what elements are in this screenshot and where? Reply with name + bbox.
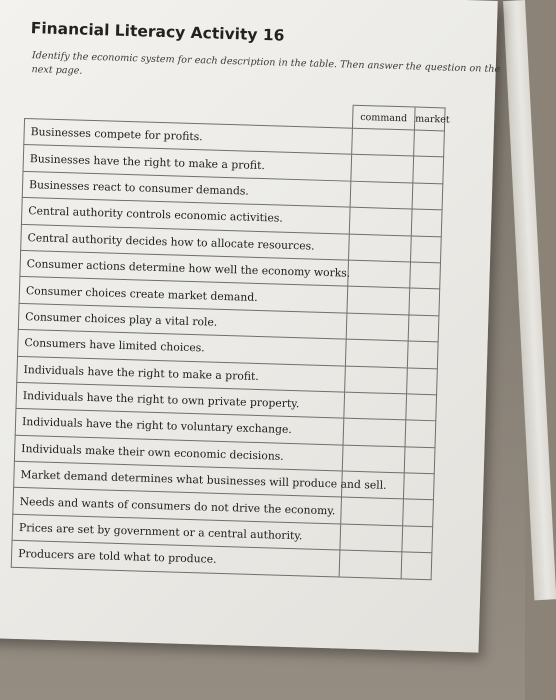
answer-cell-market[interactable] — [404, 447, 435, 474]
row-description: Individuals make their own economic decisions. — [14, 435, 343, 471]
answer-cell-market[interactable] — [410, 262, 441, 289]
row-description: Consumers have limited choices. — [18, 329, 347, 365]
row-description: Consumer choices create market demand. — [19, 277, 348, 313]
row-description: Individuals have the right to make a profit. — [17, 356, 346, 392]
row-description: Businesses react to consumer demands. — [22, 171, 351, 207]
answer-cell-market[interactable] — [413, 156, 444, 183]
row-description: Producers are told what to produce. — [11, 541, 340, 577]
answer-cell-command[interactable] — [341, 498, 404, 526]
answer-cell-command[interactable] — [349, 234, 412, 262]
answer-cell-market[interactable] — [408, 315, 439, 342]
answer-cell-command[interactable] — [352, 128, 415, 156]
answer-cell-command[interactable] — [345, 366, 408, 394]
answer-cell-market[interactable] — [411, 209, 442, 236]
row-description: Needs and wants of consumers do not drive the economy. — [13, 488, 342, 524]
answer-cell-command[interactable] — [347, 286, 410, 314]
answer-cell-command[interactable] — [348, 260, 411, 288]
classification-table — [11, 95, 450, 580]
row-description: Central authority decides how to allocate resources. — [21, 224, 350, 260]
row-description: Consumer actions determine how well the economy works. — [20, 250, 349, 286]
answer-cell-market[interactable] — [410, 236, 441, 263]
row-description: Individuals have the right to own private property. — [16, 382, 345, 418]
answer-cell-market[interactable] — [406, 394, 437, 421]
row-description: Central authority controls economic activities. — [21, 198, 350, 234]
answer-cell-command[interactable] — [343, 418, 406, 446]
answer-cell-market[interactable] — [414, 130, 445, 157]
answer-cell-market[interactable] — [412, 183, 443, 210]
instructions: Identify the economic system for each description in the table. Then answer the question on the next page. — [31, 50, 501, 77]
answer-cell-command[interactable] — [351, 155, 414, 183]
column-header-market: market — [414, 107, 445, 131]
row-description: Businesses have the right to make a profit. — [23, 145, 352, 181]
row-description: Market demand determines what businesses will produce and sell. — [14, 461, 343, 497]
answer-cell-market[interactable] — [405, 420, 436, 447]
answer-cell-command[interactable] — [350, 181, 413, 209]
row-description: Prices are set by government or a central authority. — [12, 514, 341, 550]
answer-cell-command[interactable] — [340, 524, 403, 552]
answer-cell-command[interactable] — [344, 392, 407, 420]
answer-cell-market[interactable] — [407, 367, 438, 394]
answer-cell-market[interactable] — [403, 473, 434, 500]
answer-cell-market[interactable] — [407, 341, 438, 368]
answer-cell-market[interactable] — [402, 526, 433, 553]
page-title: Financial Literacy Activity 16 — [30, 19, 285, 45]
column-header-command: command — [352, 105, 415, 130]
row-description: Businesses compete for profits. — [24, 118, 353, 154]
row-description: Individuals have the right to voluntary exchange. — [15, 409, 344, 445]
answer-cell-command[interactable] — [345, 339, 408, 367]
answer-cell-command[interactable] — [349, 207, 412, 235]
answer-cell-command[interactable] — [346, 313, 409, 341]
table-body — [11, 118, 444, 579]
answer-cell-command[interactable] — [342, 445, 405, 473]
answer-cell-market[interactable] — [409, 288, 440, 315]
row-description: Consumer choices play a vital role. — [18, 303, 347, 339]
answer-cell-command[interactable] — [339, 550, 402, 578]
answer-cell-market[interactable] — [401, 552, 432, 579]
answer-cell-market[interactable] — [403, 499, 434, 526]
